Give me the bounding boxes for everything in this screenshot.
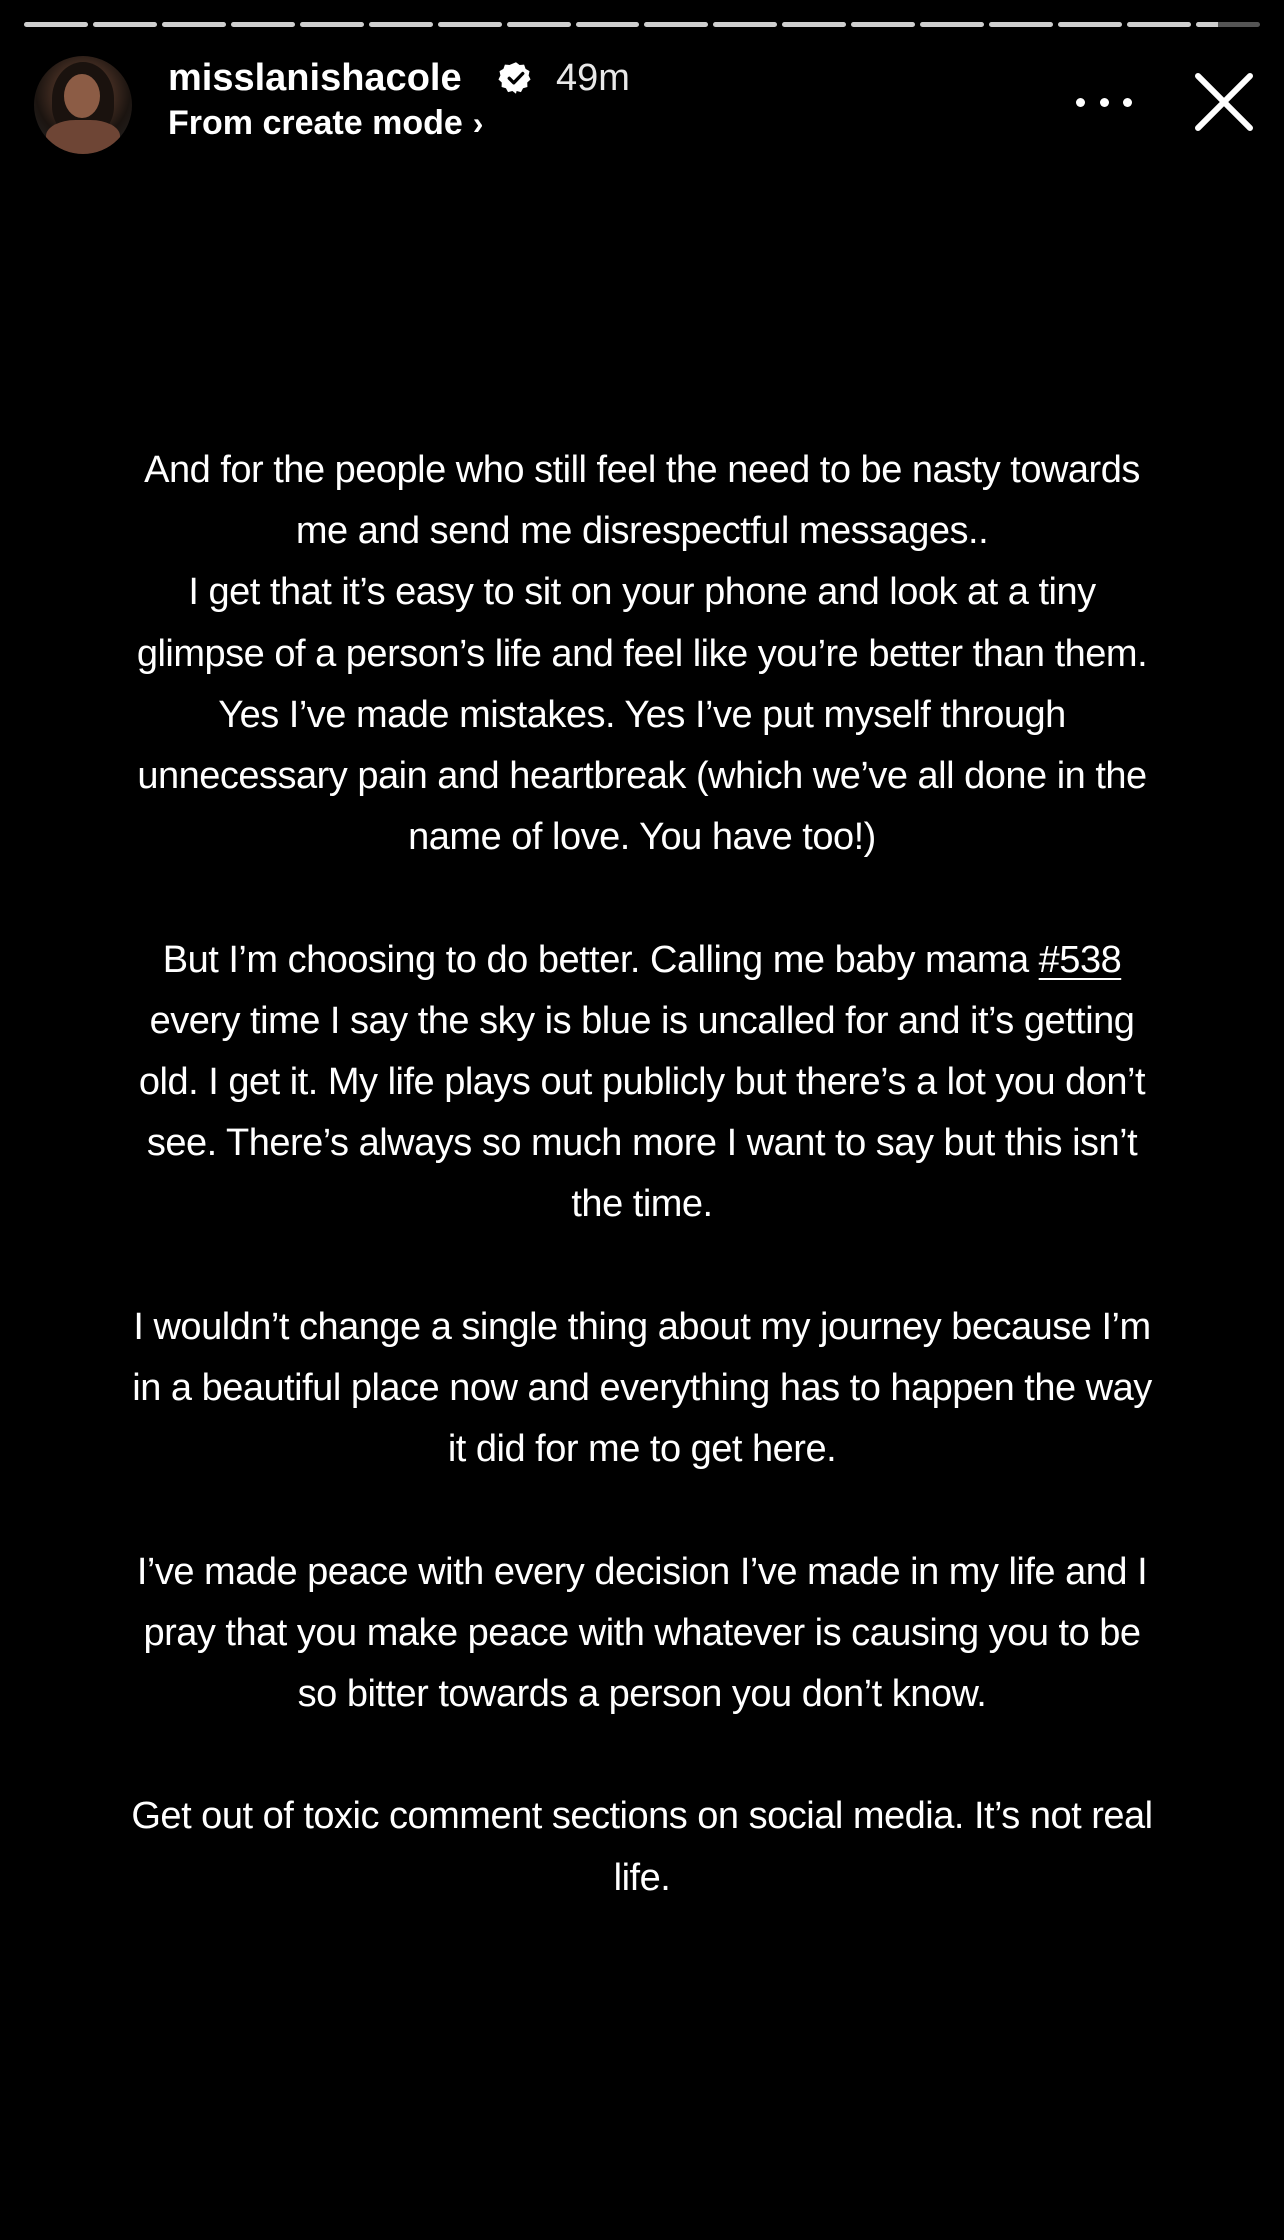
- chevron-right-icon: ›: [472, 105, 484, 141]
- story-paragraph: And for the people who still feel the need to be nasty towards me and send me disrespectful messages..: [144, 449, 1140, 553]
- progress-segment: [644, 22, 708, 27]
- progress-segment: [438, 22, 502, 27]
- more-options-icon[interactable]: [1076, 90, 1132, 114]
- story-progress-bar: [24, 22, 1260, 27]
- story-paragraph: I’ve made peace with every decision I’ve made in my life and I pray that you make peace with whatever is causing you to be so bitter towards a person you don’t know.: [136, 1550, 1148, 1716]
- story-paragraph: I get that it’s easy to sit on your phone and look at a tiny glimpse of a person’s life and feel like you’re better than them. Yes I’ve made mistakes. Yes I’ve put myself through unnecessary pain and heartbreak (which we’ve all done in the name of love. You have too!): [136, 571, 1148, 859]
- create-mode-link[interactable]: [168, 102, 483, 144]
- progress-segment: [1058, 22, 1122, 27]
- story-paragraph: Get out of toxic comment sections on social media. It’s not real life.: [131, 1795, 1153, 1899]
- progress-segment: [1196, 22, 1260, 27]
- story-paragraph: [130, 930, 1154, 1236]
- verified-badge-icon: [498, 60, 534, 96]
- story-header: [0, 50, 1284, 160]
- progress-segment: [162, 22, 226, 27]
- progress-segment: [782, 22, 846, 27]
- progress-segment: [989, 22, 1053, 27]
- close-icon[interactable]: [1192, 70, 1256, 134]
- progress-segment: [1127, 22, 1191, 27]
- progress-segment: [300, 22, 364, 27]
- progress-segment: [851, 22, 915, 27]
- progress-segment: [507, 22, 571, 27]
- progress-segment: [920, 22, 984, 27]
- progress-segment: [24, 22, 88, 27]
- progress-segment: [369, 22, 433, 27]
- hashtag-link[interactable]: #538: [1038, 938, 1122, 981]
- story-paragraph: I wouldn’t change a single thing about my journey because I’m in a beautiful place now and everything has to happen the way it did for me to get here.: [132, 1305, 1152, 1471]
- profile-avatar[interactable]: [34, 56, 132, 154]
- story-text-segment: But I’m choosing to do better. Calling me baby mama: [162, 938, 1039, 981]
- create-mode-label: From create mode: [168, 104, 463, 142]
- post-time: 49m: [556, 57, 630, 99]
- progress-segment: [713, 22, 777, 27]
- progress-segment: [231, 22, 295, 27]
- username[interactable]: misslanishacole: [168, 57, 462, 99]
- story-text: [130, 440, 1154, 1970]
- progress-segment: [93, 22, 157, 27]
- story-text-segment: every time I say the sky is blue is uncalled for and it’s getting old. I get it. My life plays out publicly but there’s a lot you don’t see. There’s always so much more I want to say but this isn’t the time.: [138, 999, 1146, 1226]
- progress-segment: [576, 22, 640, 27]
